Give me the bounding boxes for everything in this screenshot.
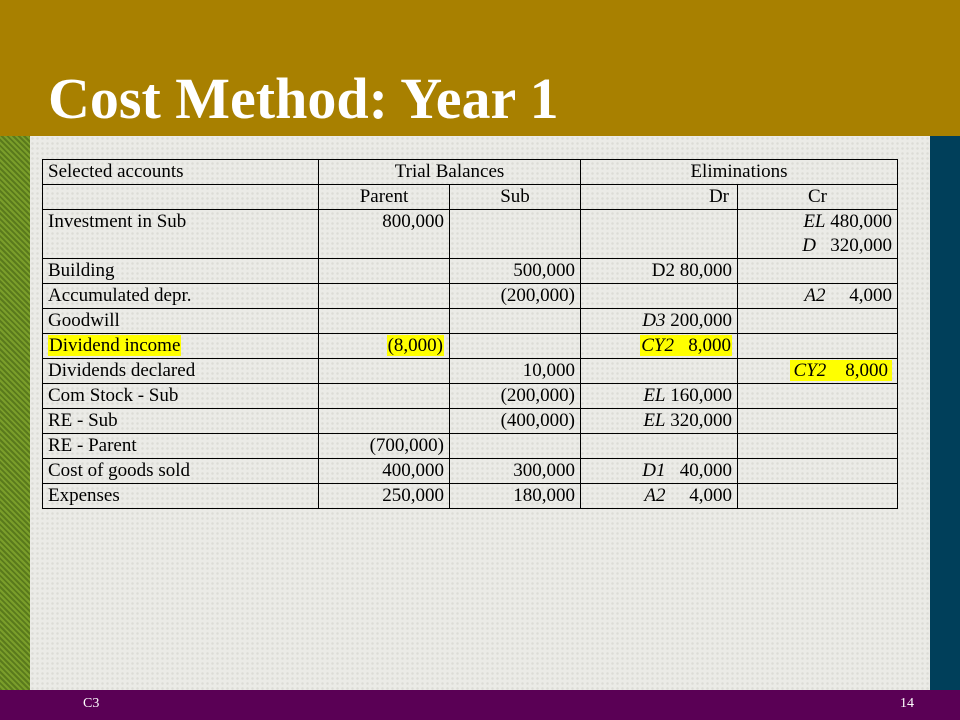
sub-cell: 180,000 bbox=[450, 484, 581, 509]
cr-cell bbox=[738, 259, 898, 284]
elim-amount: 160,000 bbox=[670, 385, 732, 406]
highlighted-amount: (8,000) bbox=[387, 335, 443, 356]
cr-cell bbox=[738, 484, 898, 509]
cr-line-2 bbox=[743, 234, 892, 258]
elim-amount: 80,000 bbox=[679, 260, 732, 281]
dr-cell bbox=[581, 384, 738, 409]
dr-cell bbox=[581, 409, 738, 434]
parent-cell: 400,000 bbox=[319, 459, 450, 484]
header-dr: Dr bbox=[581, 185, 738, 210]
header-parent: Parent bbox=[319, 185, 450, 210]
elim-amount: 8,000 bbox=[845, 360, 889, 381]
elim-amount: 200,000 bbox=[670, 310, 732, 331]
parent-cell bbox=[319, 409, 450, 434]
header-eliminations: Eliminations bbox=[581, 160, 898, 185]
account-cell bbox=[43, 334, 319, 359]
right-decorative-strip bbox=[930, 136, 960, 690]
parent-cell: 800,000 bbox=[319, 210, 450, 259]
header-trial-balances: Trial Balances bbox=[319, 160, 581, 185]
parent-cell bbox=[319, 259, 450, 284]
elim-tag: EL bbox=[803, 211, 826, 232]
sub-cell bbox=[450, 334, 581, 359]
dr-cell bbox=[581, 309, 738, 334]
elim-amount: 4,000 bbox=[849, 285, 893, 306]
footer-page-number: 14 bbox=[900, 696, 914, 711]
elim-tag: A2 bbox=[644, 485, 666, 506]
sub-cell bbox=[450, 434, 581, 459]
table-row bbox=[43, 284, 898, 309]
account-cell: Expenses bbox=[43, 484, 319, 509]
elim-amount: 8,000 bbox=[688, 335, 731, 356]
account-cell: Dividends declared bbox=[43, 359, 319, 384]
dr-cell bbox=[581, 334, 738, 359]
elim-tag: D1 bbox=[642, 460, 666, 481]
elim-tag: D bbox=[802, 235, 817, 256]
account-cell: Cost of goods sold bbox=[43, 459, 319, 484]
header-row-2 bbox=[43, 185, 898, 210]
cr-cell bbox=[738, 459, 898, 484]
left-decorative-strip bbox=[0, 136, 30, 690]
elim-amount: 480,000 bbox=[830, 211, 893, 232]
cr-cell bbox=[738, 434, 898, 459]
sub-cell bbox=[450, 210, 581, 259]
dr-cell bbox=[581, 210, 738, 259]
table-row bbox=[43, 459, 898, 484]
sub-cell bbox=[450, 309, 581, 334]
cr-cell bbox=[738, 284, 898, 309]
table-row bbox=[43, 309, 898, 334]
elim-amount: 4,000 bbox=[689, 485, 732, 506]
highlighted-account: Dividend income bbox=[49, 335, 181, 356]
header-blank bbox=[43, 185, 319, 210]
cr-cell bbox=[738, 384, 898, 409]
sub-cell: 10,000 bbox=[450, 359, 581, 384]
account-cell: Accumulated depr. bbox=[43, 284, 319, 309]
parent-cell bbox=[319, 384, 450, 409]
dr-cell bbox=[581, 434, 738, 459]
header-cr: Cr bbox=[738, 185, 898, 210]
footer-chapter-label: C3 bbox=[83, 696, 100, 711]
cr-cell bbox=[738, 210, 898, 259]
table-row bbox=[43, 359, 898, 384]
table-row bbox=[43, 210, 898, 259]
parent-cell bbox=[319, 359, 450, 384]
footer-bar bbox=[0, 690, 960, 720]
table-row bbox=[43, 334, 898, 359]
parent-cell bbox=[319, 334, 450, 359]
elim-tag: D2 bbox=[651, 260, 675, 281]
header-sub: Sub bbox=[450, 185, 581, 210]
sub-cell: 300,000 bbox=[450, 459, 581, 484]
dr-cell bbox=[581, 459, 738, 484]
sub-cell: (200,000) bbox=[450, 284, 581, 309]
elim-tag: D3 bbox=[642, 310, 666, 331]
elim-tag: EL bbox=[643, 410, 666, 431]
parent-cell bbox=[319, 284, 450, 309]
elim-tag: CY2 bbox=[641, 335, 674, 356]
table-row bbox=[43, 434, 898, 459]
sub-cell: 500,000 bbox=[450, 259, 581, 284]
highlighted-elim bbox=[640, 335, 732, 356]
cr-cell bbox=[738, 409, 898, 434]
cr-cell bbox=[738, 309, 898, 334]
elim-amount: 40,000 bbox=[679, 460, 732, 481]
parent-cell: (700,000) bbox=[319, 434, 450, 459]
elim-amount: 320,000 bbox=[830, 235, 893, 256]
parent-cell bbox=[319, 309, 450, 334]
dr-cell bbox=[581, 484, 738, 509]
dr-cell bbox=[581, 259, 738, 284]
elim-tag: EL bbox=[643, 385, 666, 406]
dr-cell bbox=[581, 284, 738, 309]
parent-cell: 250,000 bbox=[319, 484, 450, 509]
table-row bbox=[43, 484, 898, 509]
sub-cell: (400,000) bbox=[450, 409, 581, 434]
elim-tag: A2 bbox=[804, 285, 826, 306]
header-row-1 bbox=[43, 160, 898, 185]
cr-cell bbox=[738, 359, 898, 384]
account-cell: Goodwill bbox=[43, 309, 319, 334]
consolidation-worksheet-table bbox=[42, 159, 898, 509]
account-cell: RE - Parent bbox=[43, 434, 319, 459]
account-cell: Investment in Sub bbox=[43, 210, 319, 259]
dr-cell bbox=[581, 359, 738, 384]
account-cell: Building bbox=[43, 259, 319, 284]
elim-tag: CY2 bbox=[793, 360, 827, 381]
header-selected-accounts: Selected accounts bbox=[43, 160, 319, 185]
sub-cell: (200,000) bbox=[450, 384, 581, 409]
elim-amount: 320,000 bbox=[670, 410, 732, 431]
table-row bbox=[43, 259, 898, 284]
table-row bbox=[43, 384, 898, 409]
slide-title: Cost Method: Year 1 bbox=[48, 66, 559, 131]
account-cell: RE - Sub bbox=[43, 409, 319, 434]
cr-cell bbox=[738, 334, 898, 359]
table-row bbox=[43, 409, 898, 434]
highlighted-elim bbox=[790, 360, 893, 381]
account-cell: Com Stock - Sub bbox=[43, 384, 319, 409]
cr-line-1 bbox=[743, 210, 892, 234]
